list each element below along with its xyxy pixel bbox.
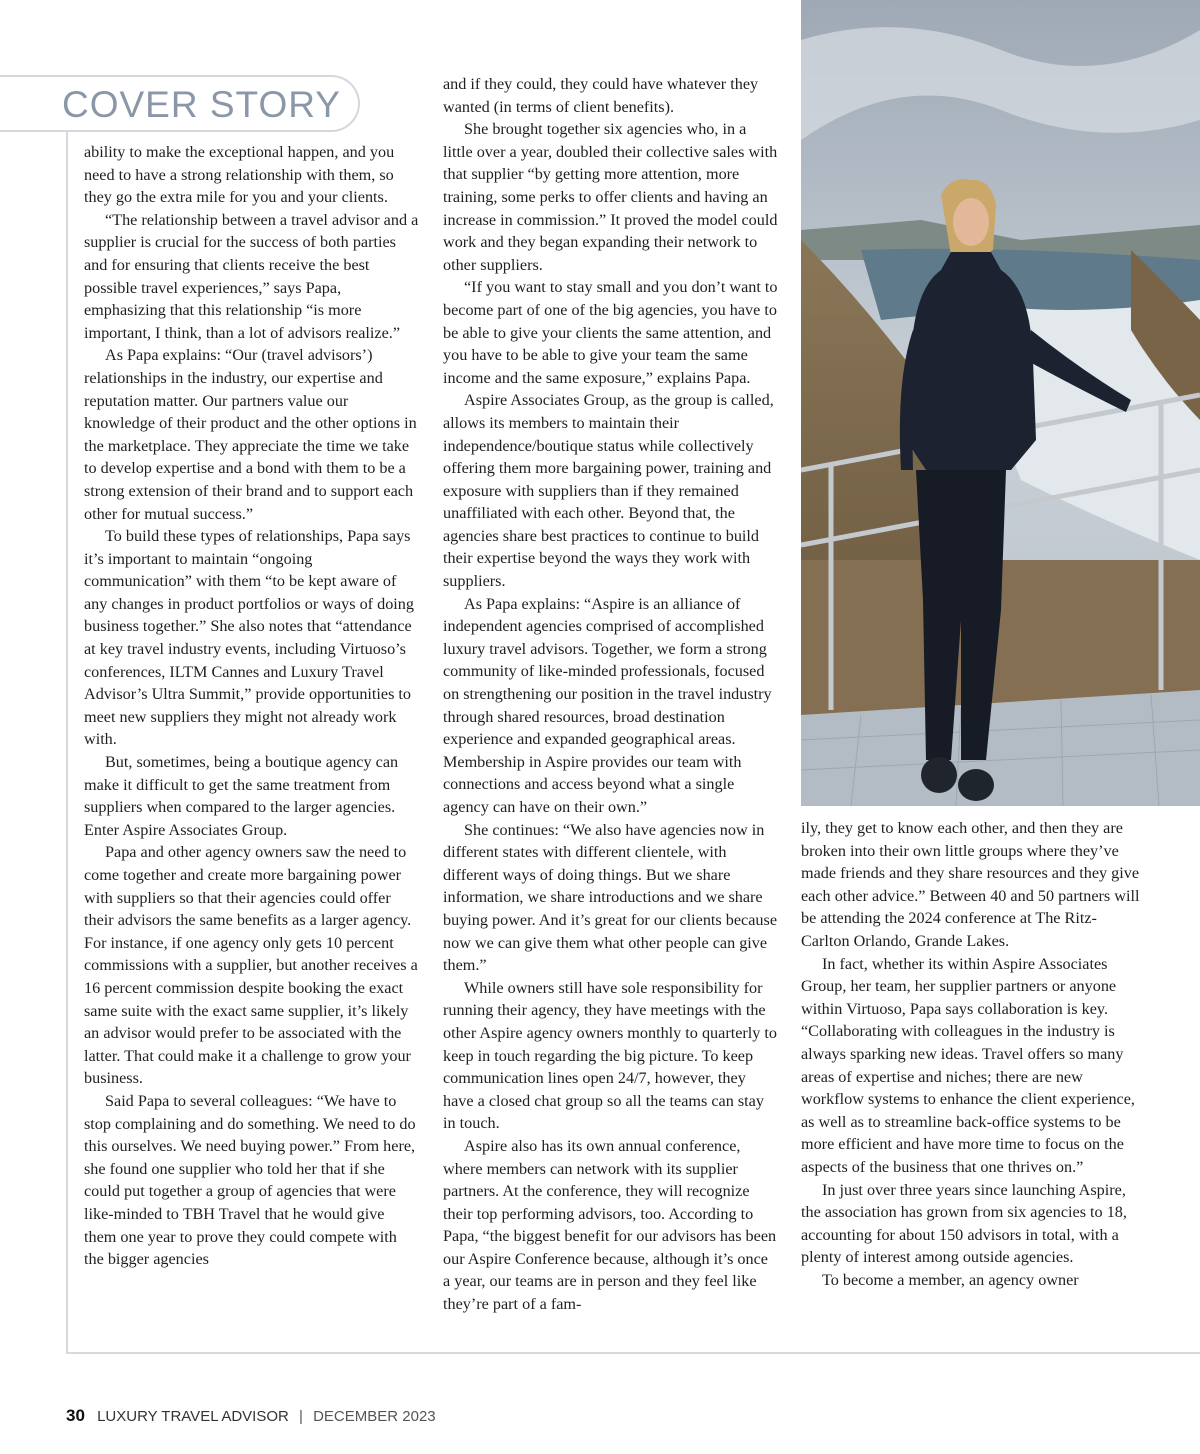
publication-name: LUXURY TRAVEL ADVISOR xyxy=(97,1408,289,1425)
portrait-photo xyxy=(801,0,1200,806)
photo-illustration xyxy=(801,0,1200,806)
paragraph: While owners still have sole responsibility for running their agency, they have meetings with the other Aspire agency owners monthly to quarterly to keep in touch regarding the big picture. To keep communication lines open 24/7, however, they have a closed chat group so all the teams can stay in touch. xyxy=(443,978,778,1133)
paragraph: As Papa explains: “Our (travel advisors’) relationships in the industry, our expertise and reputation matter. Our partners value our knowledge of their product and the other options in the marketplace. They appreciate the time we take to develop expertise and a bond with them to be a strong extension of their brand and to support each other for mutual success.” xyxy=(84,346,417,523)
article-column-2 xyxy=(443,73,778,1316)
paragraph: She continues: “We also have agencies now in different states with different clientele, with different ways of doing things. But we share information, we share introductions and we share buying power. And it’s great for our clients because now we can give them what other people can give them.” xyxy=(443,820,778,975)
paragraph: But, sometimes, being a boutique agency can make it difficult to get the same treatment from suppliers when compared to the larger agencies. Enter Aspire Associates Group. xyxy=(84,753,399,839)
section-label: COVER STORY xyxy=(62,84,341,125)
issue-date: DECEMBER 2023 xyxy=(313,1408,436,1425)
article-column-3 xyxy=(801,817,1141,1291)
paragraph: and if they could, they could have whatever they wanted (in terms of client benefits). xyxy=(443,75,759,116)
page-footer xyxy=(66,1406,436,1426)
paragraph: In fact, whether its within Aspire Associates Group, her team, her supplier partners or anyone within Virtuoso, Papa says collaboration is key. “Collaborating with colleagues in the industry is always sparking new ideas. Travel offers so many areas of expertise and niches; there are new workflow systems to enhance the client experience, as well as to streamline back-office systems to be more efficient and have more time to focus on the aspects of the business that one thrives on.” xyxy=(801,954,1135,1176)
page-number: 30 xyxy=(66,1406,85,1425)
paragraph: As Papa explains: “Aspire is an alliance of independent agencies comprised of accomplished luxury travel advisors. Together, we form a strong community of like-minded professionals, focused on strengthening our position in the travel industry through shared resources, broad destination experience and expanded geographical areas. Membership in Aspire provides our team with connections and access beyond what a single agency can have on their own.” xyxy=(443,594,772,816)
paragraph: “The relationship between a travel advisor and a supplier is crucial for the success of both parties and for ensuring that clients receive the best possible travel experiences,” says Papa, emphasizing that this relationship “is more important, I think, than a lot of advisors realize.” xyxy=(84,210,419,342)
paragraph: To become a member, an agency owner xyxy=(822,1270,1079,1289)
paragraph: Aspire Associates Group, as the group is called, allows its members to maintain their independence/boutique status while collectively offering them more bargaining power, training and exposure with suppliers than if they remained unaffiliated with each other. Beyond that, the agencies share best practices to continue to build their expertise beyond the ways they work with suppliers. xyxy=(443,391,774,591)
frame-rule-horizontal xyxy=(66,1352,1200,1354)
article-column-1 xyxy=(84,141,419,1271)
paragraph: Papa and other agency owners saw the need to come together and create more bargaining power with suppliers so that their agencies could offer their advisors the same benefits as a larger agency. For instance, if one agency only gets 10 percent commissions with a supplier, but another receives a 16 percent commission despite booking the exact same suite with the exact same supplier, it’s likely an advisor would prefer to be associated with the latter. That could make it a challenge to grow your business. xyxy=(84,843,418,1088)
paragraph: ily, they get to know each other, and then they are broken into their own little groups where they’ve made friends and they share resources and they give each other advice.” Between 40 and 50 partners will be attending the 2024 conference at The Ritz-Carlton Orlando, Grande Lakes. xyxy=(801,819,1140,950)
paragraph: To build these types of relationships, Papa says it’s important to maintain “ongoing communication” with them “to be kept aware of any changes in product portfolios or ways of doing business together.” She also notes that “attendance at key travel industry events, including Virtuoso’s conferences, ILTM Cannes and Luxury Travel Advisor’s Ultra Summit,” provide opportunities to meet new suppliers they might not already work with. xyxy=(84,527,414,749)
paragraph: Aspire also has its own annual conference, where members can network with its supplier partners. At the conference, they will recognize their top performing advisors, too. According to Papa, “the biggest benefit for our advisors has been our Aspire Conference because, although it’s once a year, our teams are in person and they feel like they’re part of a fam- xyxy=(443,1136,777,1314)
footer-separator: | xyxy=(299,1408,303,1425)
paragraph: Said Papa to several colleagues: “We have to stop complaining and do something. We need to do this ourselves. We need buying power.” From here, she found one supplier who told her that if she could put together a group of agencies that were like-minded to TBH Travel that he would give them one year to prove they could compete with the bigger agencies xyxy=(84,1091,416,1269)
paragraph: In just over three years since launching Aspire, the association has grown from six agencies to 18, accounting for about 150 advisors in total, with a plenty of interest among outside agencies. xyxy=(801,1180,1127,1267)
frame-rule-vertical xyxy=(66,132,68,1354)
paragraph: ability to make the exceptional happen, and you need to have a strong relationship with them, so they go the extra mile for you and your clients. xyxy=(84,143,395,207)
paragraph: She brought together six agencies who, in a little over a year, doubled their collective sales with that supplier “by getting more attention, more training, some perks to offer clients and having an increase in commission.” It proved the model could work and they began expanding their network to other suppliers. xyxy=(443,120,778,274)
paragraph: “If you want to stay small and you don’t want to become part of one of the big agencies, you have to be able to give your clients the same attention, and you have to be able to give your team the same income and the same exposure,” explains Papa. xyxy=(443,278,778,387)
